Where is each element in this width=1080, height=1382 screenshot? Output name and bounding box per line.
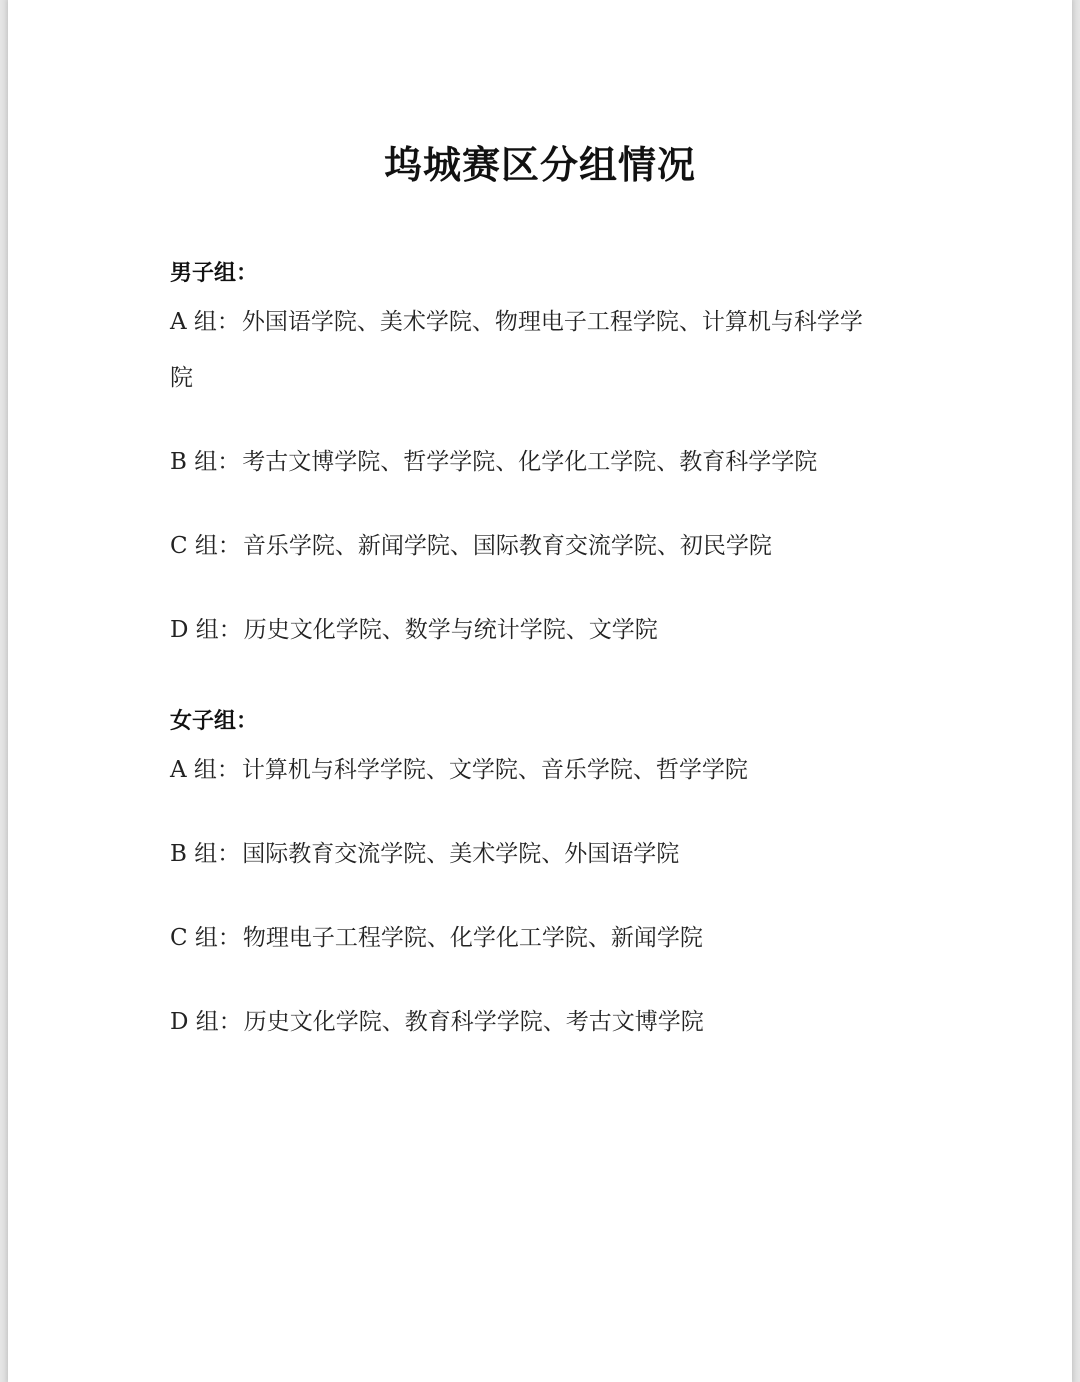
men-section-heading: 男子组： [170,261,259,286]
group-teams: 历史文化学院、数学与统计学院、文学院 [243,617,658,643]
women-group-c [170,919,703,952]
men-group-d [170,611,658,644]
group-label: C 组： [170,533,241,559]
men-group-c [170,527,772,560]
group-teams: 物理电子工程学院、化学化工学院、新闻学院 [242,925,703,951]
women-group-a [170,751,748,784]
group-label: C 组： [170,925,241,951]
group-teams: 历史文化学院、教育科学学院、考古文博学院 [243,1009,704,1035]
group-label: B 组： [170,449,241,475]
group-teams-continued: 院 [170,365,193,391]
page-title: 坞城赛区分组情况 [383,143,696,187]
group-teams: 音乐学院、新闻学院、国际教育交流学院、初民学院 [242,533,772,559]
group-label: D 组： [170,1009,242,1035]
group-teams: 考古文博学院、哲学学院、化学化工学院、教育科学学院 [242,449,818,475]
women-group-d [170,1003,704,1036]
women-section-heading: 女子组： [170,709,259,734]
men-group-a-continued [170,359,193,392]
page-edge-right [1072,0,1080,1382]
group-teams: 国际教育交流学院、美术学院、外国语学院 [242,841,680,867]
document-page [8,0,1072,1382]
group-label: B 组： [170,841,241,867]
group-label: A 组： [170,309,240,335]
men-group-b [170,443,817,476]
group-label: A 组： [170,757,240,783]
page-edge-left [0,0,8,1382]
group-label: D 组： [170,617,242,643]
women-group-b [170,835,679,868]
men-group-a [170,303,863,336]
group-teams: 外国语学院、美术学院、物理电子工程学院、计算机与科学学 [241,309,863,335]
group-teams: 计算机与科学学院、文学院、音乐学院、哲学学院 [241,757,748,783]
